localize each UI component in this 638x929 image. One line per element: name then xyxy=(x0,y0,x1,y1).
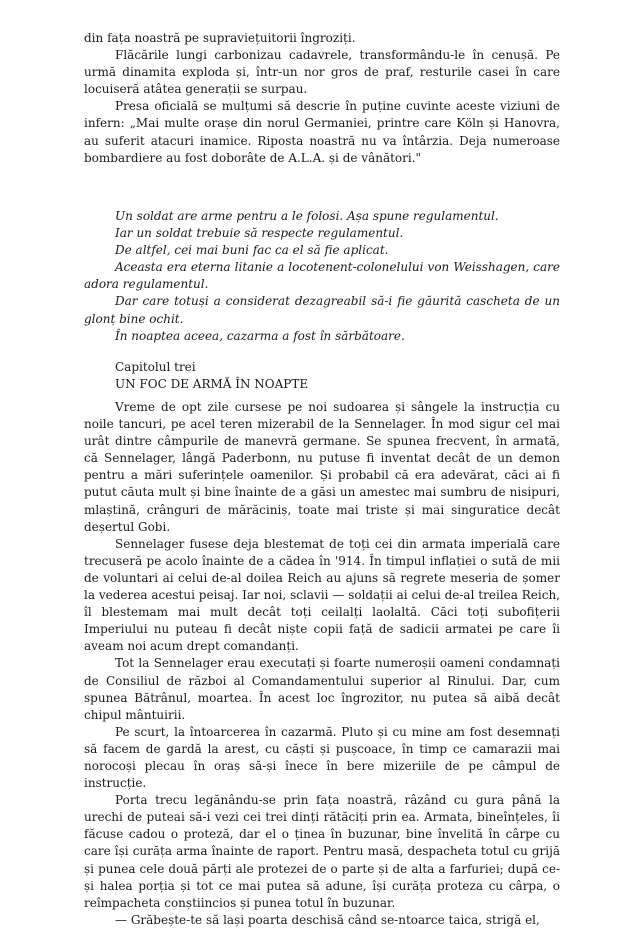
paragraph: din fața noastră pe supraviețuitorii îngroziți. xyxy=(84,31,356,45)
italic-interlude xyxy=(84,208,560,345)
paragraph: Flăcările lungi carbonizau cadavrele, transformându-le în cenușă. Pe urmă dinamita exploda și, într-un nor gros de praf, resturile casei în care locuiseră atâtea generații se surpau. xyxy=(84,48,560,97)
paragraph: Vreme de opt zile cursese pe noi sudoarea și sângele la instrucția cu noile tancuri, pe acel teren mizerabil de la Sennelager. În mod sigur cel mai urât dintre câmpurile de manevră germane. Se spunea frecvent, în armată, că Sennelager, lângă Paderbonn, nu putuse fi inventat decât de un demon pentru a mări suferințele oamenilor. Și probabil că era adevărat, căci ai fi putut căuta mult și bine înainte de a găsi un amestec mai sumbru de nisipuri, mlaștină, crânguri de mărăciniș, toate mai triste și mai singuratice decât deșertul Gobi. xyxy=(84,400,560,534)
italic-line: Dar care totuși a considerat dezagreabil să-i fie găurită cascheta de un glonț bine ochit. xyxy=(84,294,560,326)
paragraph: Pe scurt, la întoarcerea în cazarmă. Pluto și cu mine am fost desemnați să facem de gardă la arest, cu căști și pușcoace, în timp ce camarazii mai norocoși plecau în oraș să-și înece în bere mizeriile de pe câmpul de instrucție. xyxy=(84,724,560,791)
chapter-body xyxy=(84,399,560,929)
paragraph: — Grăbește-te să lași poarta deschisă când se-ntoarce taica, strigă el, xyxy=(115,912,540,927)
paragraph: Presa oficială se mulțumi să descrie în puține cuvinte aceste viziuni de infern: „Mai multe orașe din norul Germaniei, printre care Köln și Hanovra, au suferit atacuri inamice. Riposta noastră nu va întârzia. Deja numeroase bombardiere au fost doborâte de A.L.A. și de vânători." xyxy=(84,99,560,165)
chapter-title: UN FOC DE ARMĂ ÎN NOAPTE xyxy=(115,377,309,392)
italic-line: De altfel, cei mai buni fac ca el să fie aplicat. xyxy=(115,243,389,258)
chapter-heading xyxy=(84,359,560,393)
chapter-label: Capitolul trei xyxy=(115,360,196,374)
italic-line: Aceasta era eterna litanie a locotenent-colonelului von Weisshagen, care adora regulamentul. xyxy=(84,260,560,292)
italic-line: Un soldat are arme pentru a le folosi. Așa spune regulamentul. xyxy=(115,209,499,223)
italic-line: În noaptea aceea, cazarma a fost în sărbătoare. xyxy=(115,328,405,343)
paragraph: Tot la Sennelager erau executați și foarte numeroșii oameni condamnați de Consiliul de război al Comandamentului superior al Rinului. Dar, cum spunea Bătrânul, moartea. În acest loc îngrozitor, nu putea să aibă decât chipul mântuirii. xyxy=(84,656,560,722)
opening-section xyxy=(84,30,560,167)
paragraph: Sennelager fusese deja blestemat de toți cei din armata imperială care trecuseră pe acolo înainte de a cădea în '914. În timpul inflației o sută de mii de voluntari ai celui de-al doilea Reich au ajuns să regrete meseria de șomer la vederea acestui peisaj. Iar noi, sclavii — soldații ai celui de-al treilea Reich, îl blestemam mai mult decât toți ceilalți laolaltă. Căci toți subofițerii Imperiului nu puteau fi decât niște copii față de sadicii armatei pe care îi aveam noi acum drept comandanți. xyxy=(84,536,560,654)
italic-line: Iar un soldat trebuie să respecte regulamentul. xyxy=(115,226,404,241)
paragraph: Porta trecu legănându-se prin fața noastră, râzând cu gura până la urechi de puteai să-i vezi cei trei dinți rătăciți prin ea. Armata, bineînțeles, îi făcuse cadou o proteză, dar el o ținea în buzunar, bine învelită în cârpe cu care își curăța arma înainte de raport. Pentru masă, despacheta totul cu grijă și punea cele două părți ale protezei de o parte și de alta a farfuriei; după ce-și halea porția și tot ce mai putea să adune, își curăța proteza cu cârpa, o reîmpacheta conștiincios și punea totul în buzunar. xyxy=(84,793,560,910)
